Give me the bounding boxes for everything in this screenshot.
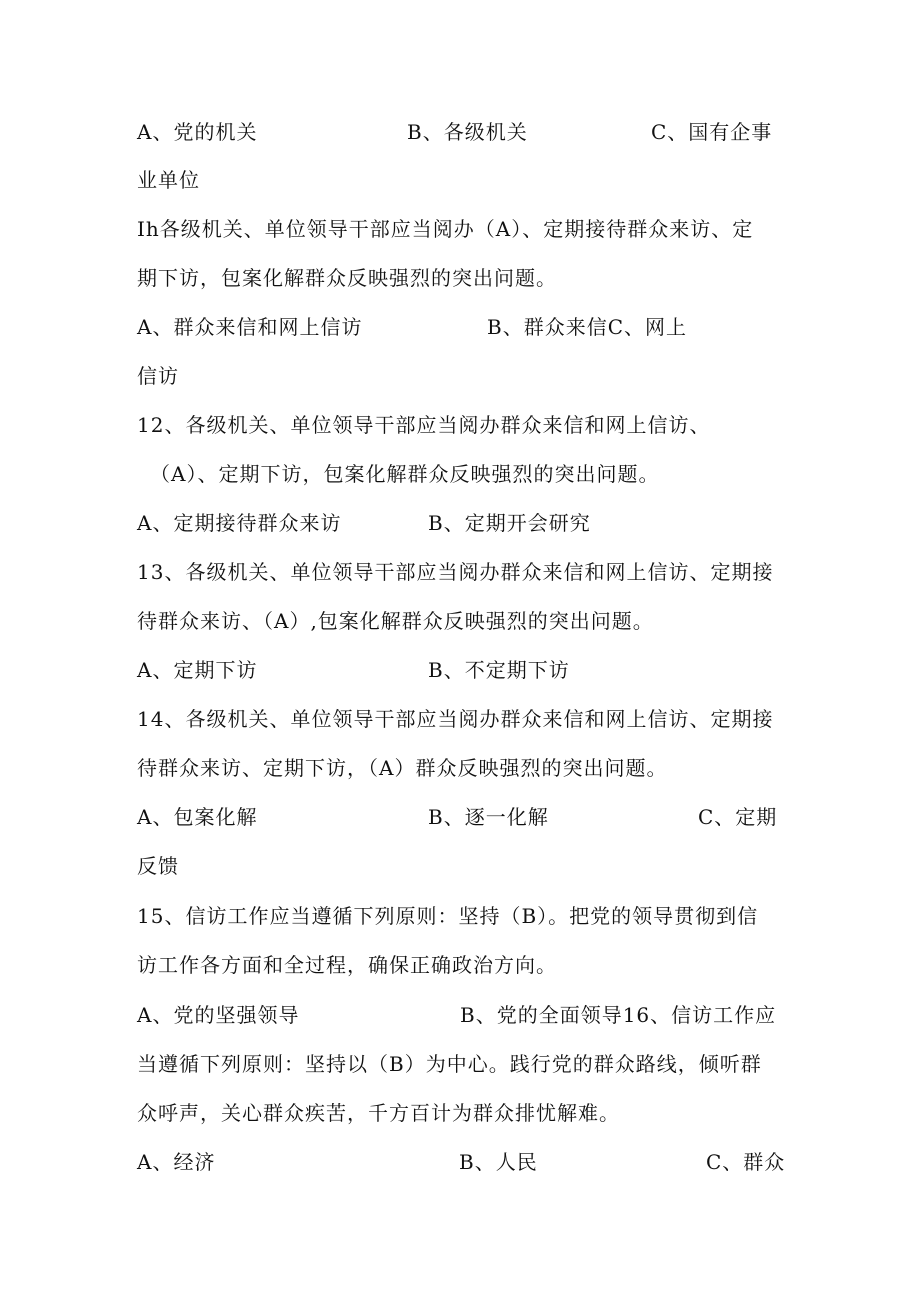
q16-option-a: A、经济 bbox=[137, 1150, 216, 1174]
q12-option-a: A、定期接待群众来访 bbox=[137, 511, 342, 535]
q11-question-line-2: 期下访，包案化解群众反映强烈的突出问题。 bbox=[137, 266, 557, 290]
q16-option-b: B、人民 bbox=[459, 1150, 538, 1174]
q16-option-c: C、群众 bbox=[706, 1150, 786, 1174]
q14-question-line-2: 待群众来访、定期下访，（A）群众反映强烈的突出问题。 bbox=[137, 756, 668, 780]
q15-option-a: A、党的坚强领导 bbox=[137, 1003, 300, 1027]
q12-option-b: B、定期开会研究 bbox=[428, 511, 591, 535]
q13-option-b: B、不定期下访 bbox=[428, 658, 570, 682]
q11-question-line-1: Ih各级机关、单位领导干部应当阅办（A）、定期接待群众来访、定 bbox=[137, 217, 754, 241]
q14-option-c: C、定期 bbox=[698, 805, 778, 829]
q15-option-b-and-q16-start: B、党的全面领导16、信访工作应 bbox=[460, 1003, 777, 1027]
q11-option-bc: B、群众来信C、网上 bbox=[487, 315, 687, 339]
q11-option-c-continued: 信访 bbox=[137, 364, 179, 388]
q12-question-line-2: （A）、定期下访，包案化解群众反映强烈的突出问题。 bbox=[150, 462, 660, 486]
q10-option-c: C、国有企事 bbox=[651, 120, 773, 144]
q10-option-c-continued: 业单位 bbox=[137, 168, 200, 192]
q11-option-a: A、群众来信和网上信访 bbox=[137, 315, 363, 339]
q14-option-c-continued: 反馈 bbox=[137, 854, 179, 878]
q13-question-line-2: 待群众来访、（A）,包案化解群众反映强烈的突出问题。 bbox=[137, 609, 654, 633]
q15-question-line-1: 15、信访工作应当遵循下列原则：坚持（B）。把党的领导贯彻到信 bbox=[137, 904, 759, 928]
q13-question-line-1: 13、各级机关、单位领导干部应当阅办群众来信和网上信访、定期接 bbox=[137, 560, 774, 584]
q14-option-a: A、包案化解 bbox=[137, 805, 258, 829]
q14-question-line-1: 14、各级机关、单位领导干部应当阅办群众来信和网上信访、定期接 bbox=[137, 707, 774, 731]
q14-option-b: B、逐一化解 bbox=[428, 805, 549, 829]
q12-question-line-1: 12、各级机关、单位领导干部应当阅办群众来信和网上信访、 bbox=[137, 413, 711, 437]
q16-question-line-2: 当遵循下列原则：坚持以（B）为中心。践行党的群众路线，倾听群 bbox=[137, 1052, 762, 1076]
q13-option-a: A、定期下访 bbox=[137, 658, 258, 682]
q10-option-b: B、各级机关 bbox=[407, 120, 528, 144]
q10-option-a: A、党的机关 bbox=[137, 120, 258, 144]
q15-question-line-2: 访工作各方面和全过程，确保正确政治方向。 bbox=[137, 953, 557, 977]
q16-question-line-3: 众呼声，关心群众疾苦，千方百计为群众排忧解难。 bbox=[137, 1101, 620, 1125]
